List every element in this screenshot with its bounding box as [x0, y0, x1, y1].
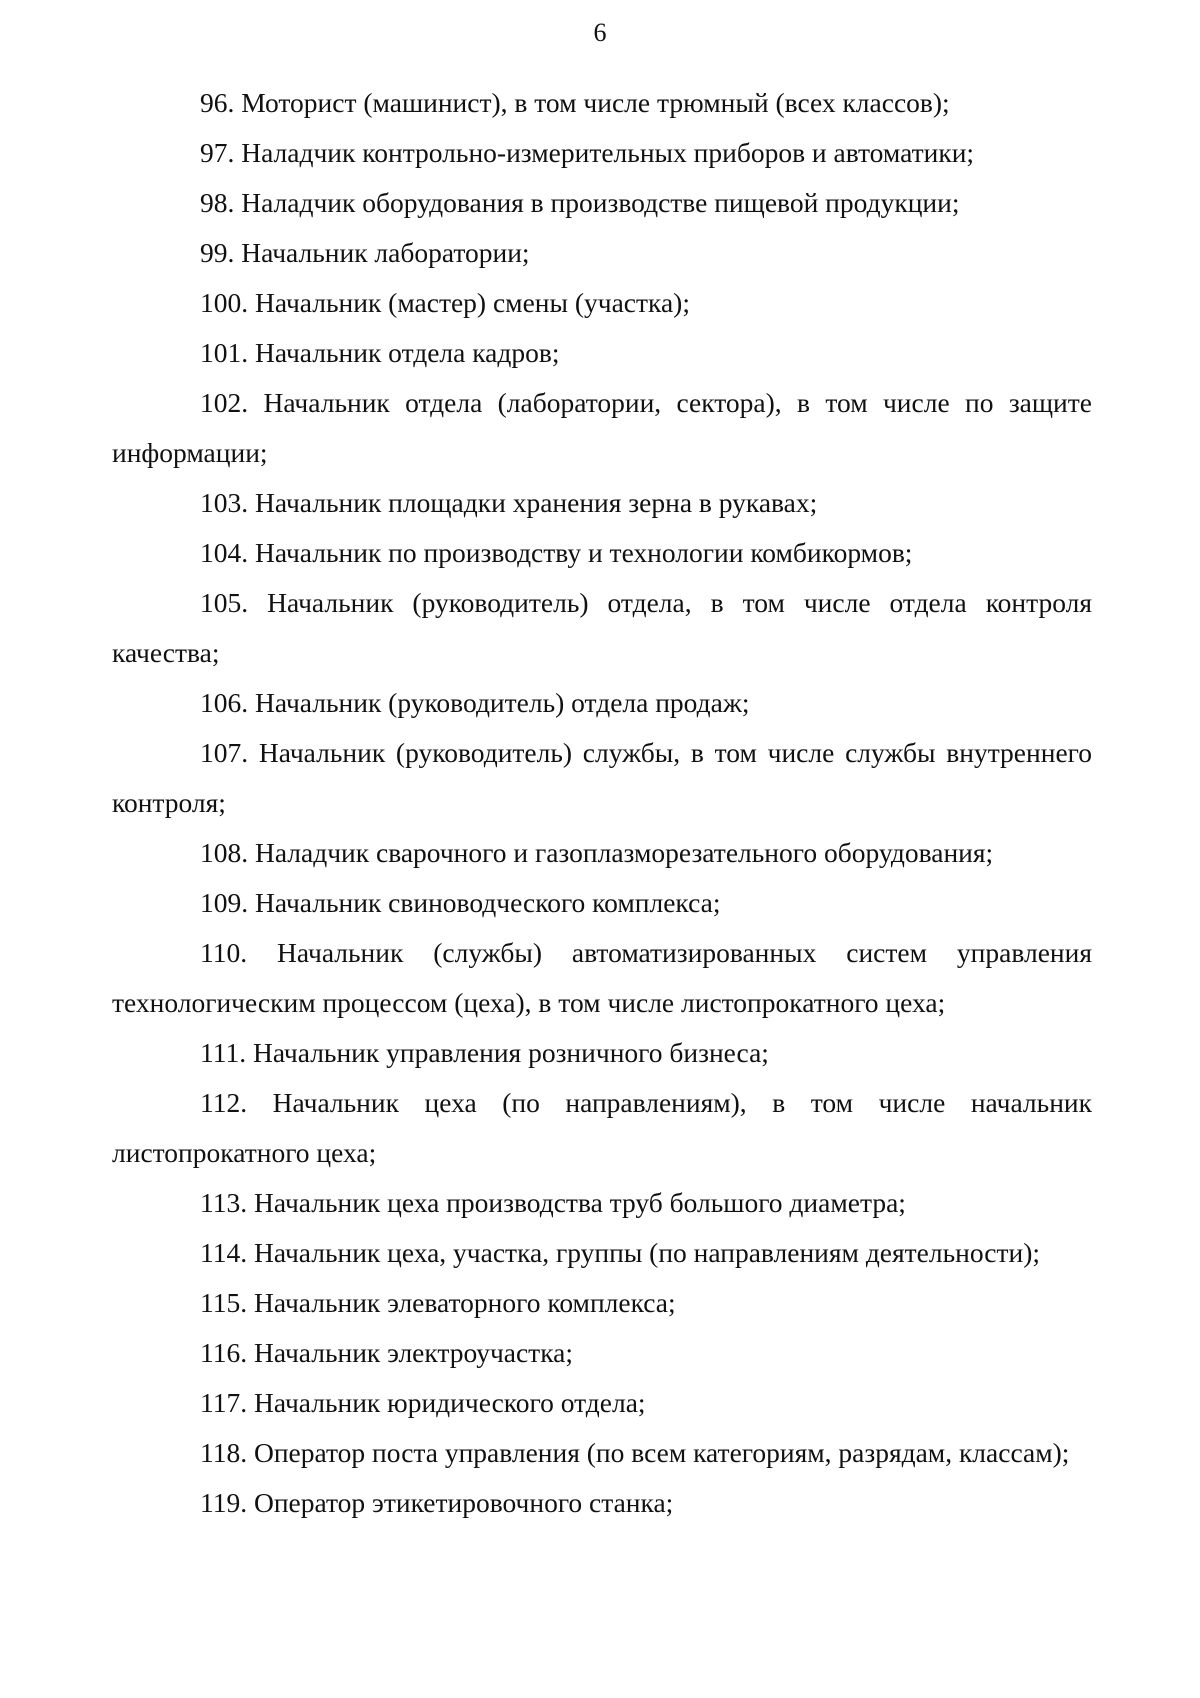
list-item: 104. Начальник по производству и технологии комбикормов; [200, 537, 913, 568]
list-item: 98. Наладчик оборудования в производстве пищевой продукции; [200, 187, 960, 218]
list-item: 117. Начальник юридического отдела; [200, 1387, 646, 1418]
list-item: 110. Начальник (службы) автоматизированных систем управления технологическим процессом (цеха), в том числе листопрокатного цеха; [112, 937, 1092, 1018]
list-item: 97. Наладчик контрольно-измерительных приборов и автоматики; [200, 137, 975, 168]
list-item: 114. Начальник цеха, участка, группы (по направлениям деятельности); [200, 1237, 1041, 1268]
list-item: 112. Начальник цеха (по направлениям), в том числе начальник листопрокатного цеха; [112, 1087, 1092, 1168]
list-item: 105. Начальник (руководитель) отдела, в том числе отдела контроля качества; [112, 587, 1092, 668]
list-item: 102. Начальник отдела (лаборатории, сектора), в том числе по защите информации; [112, 387, 1092, 468]
list-item: 118. Оператор поста управления (по всем категориям, разрядам, классам); [200, 1437, 1070, 1468]
list-item: 107. Начальник (руководитель) службы, в том числе службы внутреннего контроля; [112, 737, 1092, 818]
list-item: 106. Начальник (руководитель) отдела продаж; [200, 687, 750, 718]
list-item: 113. Начальник цеха производства труб большого диаметра; [200, 1187, 906, 1218]
list-item: 101. Начальник отдела кадров; [200, 337, 560, 368]
list-item: 116. Начальник электроучастка; [200, 1337, 573, 1368]
list-item: 119. Оператор этикетировочного станка; [200, 1487, 674, 1518]
list-item: 115. Начальник элеваторного комплекса; [200, 1287, 676, 1318]
list-item: 108. Наладчик сварочного и газоплазморезательного оборудования; [200, 837, 994, 868]
list-item: 100. Начальник (мастер) смены (участка); [200, 287, 690, 318]
list-item: 109. Начальник свиноводческого комплекса; [200, 887, 721, 918]
list-item: 111. Начальник управления розничного бизнеса; [200, 1037, 769, 1068]
list-item: 99. Начальник лаборатории; [200, 237, 530, 268]
page-number: 6 [593, 18, 607, 47]
list-item: 103. Начальник площадки хранения зерна в рукавах; [200, 487, 818, 518]
list-item: 96. Моторист (машинист), в том числе трюмный (всех классов); [200, 87, 950, 118]
occupation-list [112, 78, 1092, 1528]
